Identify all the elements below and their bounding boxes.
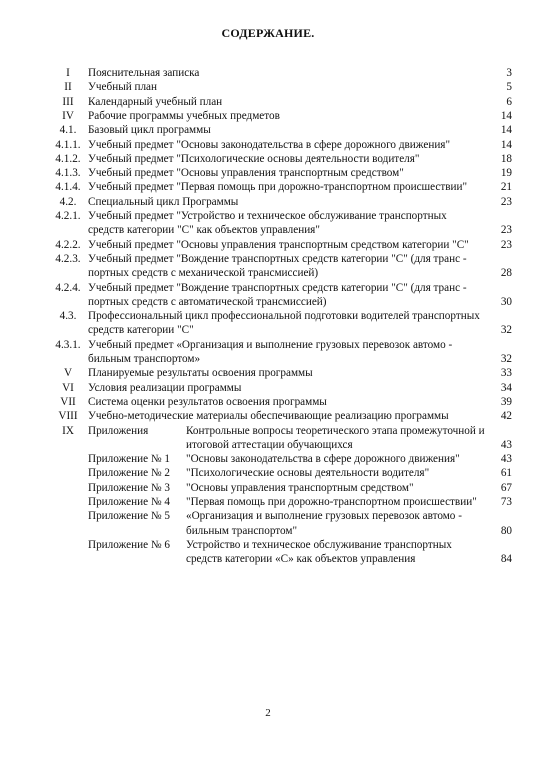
- appendix-label: Приложение № 3: [88, 481, 170, 494]
- page-number: 2: [265, 707, 271, 719]
- toc-entry-page: 6: [506, 95, 512, 108]
- toc-entry-title-cont: портных средств с автоматической трансмиссией): [88, 295, 327, 308]
- toc-entry-number: 4.2.2.: [55, 238, 81, 251]
- toc-entry-page: 39: [500, 395, 512, 408]
- appendix-title: "Основы законодательства в сфере дорожного движения": [186, 453, 460, 466]
- appendix-title-cont: бильным транспортом": [186, 524, 298, 537]
- toc-entry-number: VI: [62, 381, 74, 394]
- toc-entry-number: 4.1.3.: [55, 167, 81, 180]
- toc-entry-page: 21: [500, 181, 512, 194]
- appendix-title: "Первая помощь при дорожно-транспортном происшествии": [186, 496, 477, 508]
- toc-entry-page: 43: [500, 438, 512, 451]
- toc-entry-title: Приложения: [88, 424, 149, 437]
- appendix-page: 61: [500, 467, 512, 480]
- toc-entry-title: Пояснительная записка: [88, 67, 200, 79]
- toc-entry-title-cont: средств категории "С" как объектов управления": [88, 224, 320, 237]
- toc-entry-title: Специальный цикл Программы: [88, 195, 239, 208]
- toc-entry-number: 4.2.1.: [55, 210, 81, 222]
- toc-entry-title: Учебный предмет "Основы законодательства в сфере дорожного движения": [88, 138, 451, 151]
- appendix-label: Приложение № 2: [88, 467, 170, 480]
- toc-entry-subtitle-cont: итоговой аттестации обучающихся: [186, 438, 353, 451]
- toc-entry-title: Планируемые результаты освоения программы: [88, 367, 313, 380]
- appendix-title-cont: средств категории «С» как объектов управления: [186, 553, 416, 566]
- toc-entry-title: Учебный предмет "Вождение транспортных средств категории "С" (для транс -: [88, 281, 467, 294]
- toc-entry-page: 14: [500, 124, 512, 137]
- toc-entry-page: 3: [506, 67, 512, 79]
- appendix-label: Приложение № 5: [88, 510, 170, 523]
- toc-entry-number: 4.1.4.: [55, 181, 81, 194]
- toc-entry-number: 4.2.3.: [55, 252, 81, 265]
- toc-entry-number: 4.3.: [59, 310, 77, 323]
- toc-entry-page: 32: [500, 324, 512, 337]
- toc-entry-number: IX: [62, 424, 74, 437]
- toc-entry-title-cont: бильным транспортом»: [88, 353, 201, 365]
- toc-entry-number: III: [62, 95, 74, 108]
- toc-entry-page: 28: [500, 267, 512, 280]
- toc-entry-number: 4.1.2.: [55, 152, 81, 165]
- toc-entry-page: 14: [500, 109, 512, 122]
- appendix-title: "Основы управления транспортным средством": [186, 481, 414, 494]
- toc-entry-title: Система оценки результатов освоения программы: [88, 395, 327, 408]
- toc-entry-number: IV: [62, 109, 74, 122]
- toc-entry-title: Учебно-методические материалы обеспечивающие реализацию программы: [88, 410, 449, 423]
- toc-entry-title: Учебный предмет «Организация и выполнение грузовых перевозок автомо -: [88, 338, 453, 351]
- appendix-page: 73: [500, 496, 512, 508]
- toc-entry-number: 4.1.1.: [55, 138, 81, 151]
- toc-entry-title: Учебный предмет "Психологические основы деятельности водителя": [88, 152, 420, 165]
- toc-entry-page: 5: [506, 81, 512, 94]
- toc-entry-number: 4.1.: [59, 124, 77, 137]
- appendix-label: Приложение № 4: [88, 496, 170, 508]
- toc-title: СОДЕРЖАНИЕ.: [221, 26, 315, 40]
- appendix-label: Приложение № 1: [88, 453, 170, 466]
- toc-entry-title: Учебный предмет "Основы управления транспортным средством": [88, 167, 404, 180]
- appendix-page: 43: [500, 453, 512, 466]
- toc-entry-page: 32: [500, 353, 512, 365]
- toc-entry-page: 34: [500, 381, 512, 394]
- toc-entry-page: 19: [500, 167, 512, 180]
- toc-entry-page: 23: [500, 224, 512, 237]
- toc-entry-title: Профессиональный цикл профессиональной подготовки водителей транспортных: [88, 310, 480, 323]
- appendix-title: «Организация и выполнение грузовых перевозок автомо -: [186, 510, 462, 523]
- toc-entry-page: 14: [500, 138, 512, 151]
- toc-entry-title: Учебный предмет "Основы управления транспортным средством категории "С": [88, 238, 469, 251]
- toc-entry-number: 4.3.1.: [55, 338, 81, 351]
- toc-entry-number: V: [63, 367, 73, 380]
- toc-entry-title: Учебный предмет "Первая помощь при дорожно-транспортном происшествии": [88, 181, 468, 194]
- toc-entry-subtitle: Контрольные вопросы теоретического этапа промежуточной и: [186, 424, 485, 437]
- toc-entry-page: 42: [500, 410, 512, 423]
- appendix-title: "Психологические основы деятельности водителя": [186, 467, 430, 480]
- toc-entry-title-cont: портных средств с механической трансмиссией): [88, 267, 319, 280]
- appendix-page: 80: [500, 524, 512, 537]
- appendix-page: 84: [500, 553, 512, 566]
- toc-entry-number: II: [64, 81, 72, 94]
- appendix-page: 67: [500, 481, 512, 494]
- toc-entry-title: Учебный предмет "Устройство и техническое обслуживание транспортных: [88, 210, 447, 222]
- toc-entry-page: 23: [500, 238, 512, 251]
- toc-entry-title: Учебный план: [88, 81, 158, 94]
- toc-entry-number: VII: [60, 395, 76, 408]
- toc-entry-title-cont: средств категории "С": [88, 324, 194, 337]
- toc-entry-title: Рабочие программы учебных предметов: [88, 109, 280, 122]
- toc-entry-title: Календарный учебный план: [88, 95, 223, 108]
- toc-entry-title: Базовый цикл программы: [88, 124, 211, 137]
- toc-entry-number: I: [66, 67, 70, 79]
- appendix-title: Устройство и техническое обслуживание транспортных: [186, 538, 452, 551]
- toc-entry-page: 33: [500, 367, 512, 380]
- appendix-label: Приложение № 6: [88, 538, 170, 551]
- toc-entry-number: 4.2.4.: [55, 281, 81, 294]
- toc-entry-page: 23: [500, 195, 512, 208]
- toc-entry-page: 30: [500, 295, 512, 308]
- toc-entry-number: 4.2.: [59, 195, 77, 208]
- toc-entry-number: VIII: [58, 410, 78, 423]
- toc-entry-title: Условия реализации программы: [88, 381, 242, 394]
- toc-entry-title: Учебный предмет "Вождение транспортных средств категории "С" (для транс -: [88, 252, 467, 265]
- toc-entry-page: 18: [500, 152, 512, 165]
